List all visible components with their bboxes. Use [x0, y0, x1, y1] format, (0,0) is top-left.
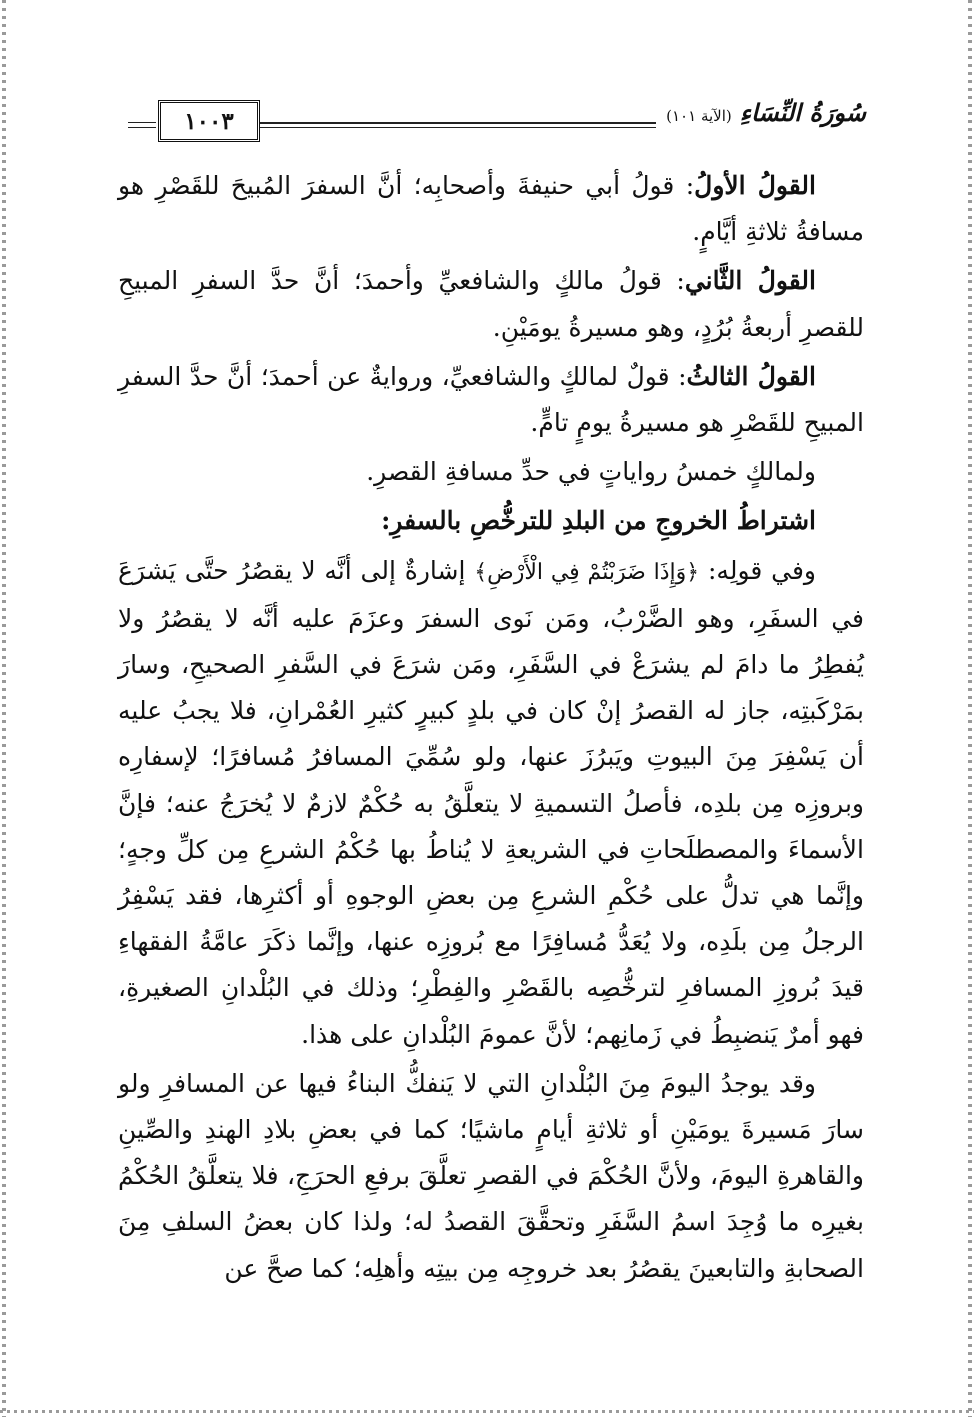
- paragraph-text: : قولُ مالكٍ والشافعيِّ وأحمدَ؛ أنَّ حدَّ السفرِ المبيحِ للقصرِ أربعةُ بُرُدٍ، وهو مسيرةُ يومَيْنِ.: [118, 266, 864, 342]
- paragraph-third-opinion: [118, 354, 864, 446]
- paragraph-first-opinion: [118, 163, 864, 255]
- header-rule: [128, 127, 156, 128]
- quran-quote: ﴿وَإِذَا ضَرَبْتُمْ فِي الْأَرْضِ﴾: [474, 559, 700, 585]
- surah-title: [656, 98, 866, 128]
- page-header: [128, 98, 866, 138]
- paragraph-text: : قولُ أبي حنيفةَ وأصحابِه؛ أنَّ السفرَ المُبيحَ للقَصْرِ هو مسافةُ ثلاثةِ أيَّامٍ.: [118, 171, 864, 247]
- paragraph-modern-cities: وقد يوجدُ اليومَ مِنَ البُلْدانِ التي لا يَنفكُّ البناءُ فيها عن المسافرِ ولو سارَ مَسيرةَ يومَيْنِ أو ثلاثةِ أيامٍ ماشيًا؛ كما في بعضِ بلادِ الهندِ والصِّينِ والقاهرةِ اليومَ، ولأنَّ الحُكْمَ في القصرِ تعلَّقَ برفعِ الحرَجِ، فلا يتعلَّقُ الحُكْمُ بغيرِه ما وُجِدَ اسمُ السَّفَرِ وتحقَّقَ القصدُ له؛ ولذا كان بعضُ السلفِ مِنَ الصحابةِ والتابعينَ يقصُرُ بعد خروجِه مِن بيتِه وأهلِه؛ كما صحَّ عن: [118, 1068, 864, 1283]
- opinion-label: القولُ الثَّاني: [684, 266, 816, 296]
- surah-name: سُورَةُ النِّسَاءِ: [739, 98, 866, 127]
- opinion-label: القولُ الثالثُ: [686, 361, 816, 391]
- opinion-label: القولُ الأولُ: [694, 171, 816, 200]
- paragraph-text: : قولٌ لمالكٍ والشافعيِّ، وروايةٌ عن أحمدَ؛ أنَّ حدَّ السفرِ المبيحِ للقَصْرِ هو مسيرةُ يومٍ تامٍّ.: [118, 361, 864, 438]
- paragraph-travel-start: [118, 548, 864, 1058]
- header-rule: [128, 122, 156, 123]
- verse-reference: (الآية ١٠١): [666, 107, 732, 125]
- page-edge-left: [2, 0, 6, 1417]
- page-body: [118, 163, 864, 1295]
- section-heading: اشتراطُ الخروجِ من البلدِ للترخُّصِ بالسفرِ:: [381, 506, 816, 536]
- page-edge-right: [968, 0, 972, 1417]
- paragraph-malik-narrations: ولمالكٍ خمسُ رواياتٍ في حدِّ مسافةِ القصرِ.: [366, 457, 816, 487]
- page-edge-bottom: [0, 1410, 974, 1413]
- paragraph-second-opinion: [118, 258, 864, 350]
- paragraph-text: وفي قولِه:: [699, 555, 816, 585]
- page-number: ١٠٠٣: [158, 100, 260, 142]
- paragraph-text: إشارةٌ إلى أنَّه لا يقصُرُ حتَّى يَشرَعَ في السفَرِ، وهو الضَّرْبُ، ومَن نَوى السفرَ وعزَمَ عليه أنَّه لا يقصُرُ ولا يُفطِرُ ما دامَ لم يشرَعْ في السَّفَرِ، ومَن شرَعَ في السَّفرِ الصحيحِ، وسارَ بمَرْكَبتِه، جاز له القصرُ إنْ كان في بلدٍ كبيرٍ كثيرِ العُمْرانِ، فلا يجبُ عليه أن يَسْفِرَ مِنَ البيوتِ ويَبرُزَ عنها، ولو سُمِّيَ المسافرُ مُسافرًا؛ لإسفارِه وبروزِه مِن بلدِه، فأصلُ التسميةِ لا يتعلَّقُ به حُكْمٌ لازمٌ لا يُخرَجُ عنه؛ فإنَّ الأسماءَ والمصطلَحاتِ في الشريعةِ لا يُناطُ بها حُكْمُ الشرعِ مِن كلِّ وجهٍ؛ وإنَّما هي تدلُّ على حُكْمِ الشرعِ مِن بعضِ الوجوهِ أو أكثرِها، فقد يَسْفِرُ الرجلُ مِن بلَدِه، ولا يُعَدُّ مُسافِرًا مع بُروزِه عنها، وإنَّما ذكَرَ عامَّةُ الفقهاءِ قيدَ بُروزِ المسافرِ لترخُّصِه بالقَصْرِ والفِطْرِ؛ وذلك في البُلْدانِ الصغيرةِ، فهو أمرٌ يَنضبِطُ في زَمانِهم؛ لأنَّ عمومَ البُلْدانِ على هذا.: [118, 555, 864, 1049]
